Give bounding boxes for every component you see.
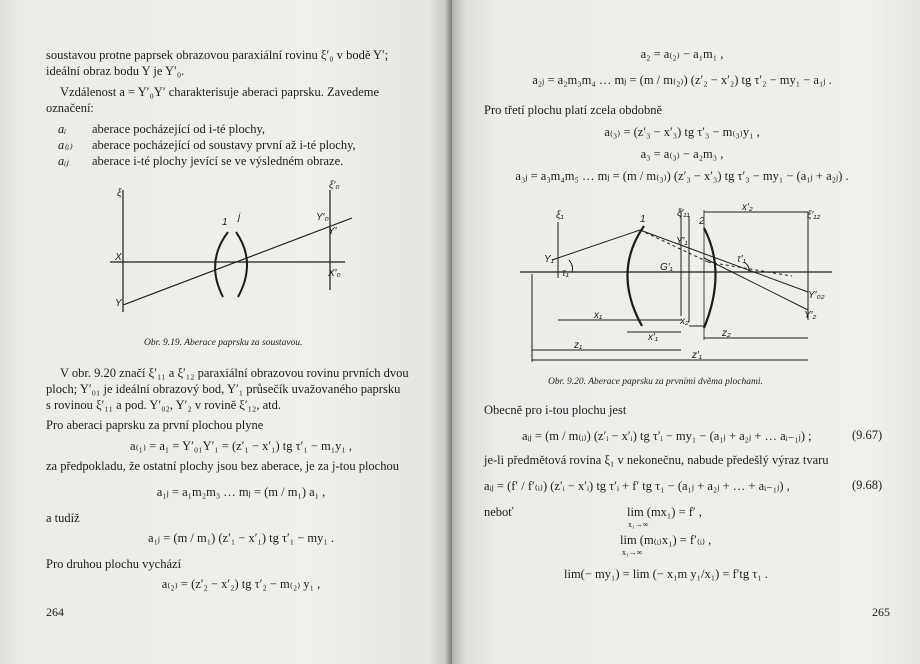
fig-label: G′₁ <box>660 262 673 273</box>
fig-label: j <box>238 212 241 223</box>
limit-subscript: x₁→∞ <box>628 520 649 529</box>
definition-symbol: aᵢ <box>58 122 67 136</box>
fig-label: x₁ <box>594 310 603 321</box>
text-line: je-li předmětová rovina ξ₁ v nekonečnu, nabude předešlý výraz tvaru <box>484 453 829 467</box>
page-number: 264 <box>46 605 64 619</box>
fig-label: Y′₀₂ <box>808 290 825 301</box>
text-line: ideální obraz bodu Y je Y′₀. <box>46 64 185 78</box>
ray-dashed <box>640 230 708 262</box>
fig-label: Y′₁ <box>676 236 688 247</box>
text-line: soustavou protne paprsek obrazovou paraxiální rovinu ξ′₀ v bodě Y′; <box>46 48 389 62</box>
surface-1 <box>627 226 644 326</box>
left-page <box>0 0 452 664</box>
text-line: a tudíž <box>46 511 80 525</box>
lens-surface-1 <box>215 232 228 297</box>
fig-label: Y₁ <box>544 254 554 265</box>
surface-2 <box>704 228 716 328</box>
limit-equation: lim(− my₁) = lim (− x₁m y₁/x₁) = f′tg τ₁ . <box>564 567 768 581</box>
fig-label: ξ′₀ <box>329 180 340 191</box>
fig-label: x₂ <box>680 316 689 327</box>
fig-label: ξ <box>117 188 122 199</box>
equation: a₍₂₎ = (z′₂ − x′₂) tg τ′₂ − m₍₂₎ y₁ , <box>161 577 321 591</box>
angle-arc-1 <box>569 260 573 272</box>
text-line: V obr. 9.20 značí ξ′₁₁ a ξ′₁₂ paraxiální obrazovou rovinu prvních dvou <box>60 366 409 380</box>
ray-mid <box>640 230 808 292</box>
text-line: označení: <box>46 101 94 115</box>
right-page <box>452 0 920 664</box>
fig-label: Y <box>115 298 122 309</box>
text-line: Pro třetí plochu platí zcela obdobně <box>484 103 663 117</box>
equation: a₍₃₎ = (z′₃ − x′₃) tg τ′₃ − m₍₃₎y₁ , <box>604 125 760 139</box>
ray-dashed-2 <box>708 262 792 276</box>
fig-label: ξ₁ <box>556 210 564 221</box>
text-line: Pro druhou plochu vychází <box>46 557 182 571</box>
fig-label: τ₁ <box>562 268 569 279</box>
equation: a₃ = a₍₃₎ − a₂m₃ , <box>640 147 724 161</box>
fig-label: x′₂ <box>742 202 753 213</box>
fig-label: ξ′₁₂ <box>807 210 821 221</box>
ray-out <box>704 258 808 310</box>
limit-equation: lim (m₍ᵢ₎x₁) = f′₍ᵢ₎ , <box>620 533 712 547</box>
fig-label: Y′ <box>328 226 337 237</box>
equation: a₃ⱼ = a₃m₄m₅ … mⱼ = (m / m₍₃₎) (z′₃ − x′₃) tg τ′₃ − my₁ − (a₁ⱼ + a₂ⱼ) . <box>515 169 849 183</box>
limit-equation: lim (mx₁) = f′ , <box>627 505 702 519</box>
equation-number: (9.68) <box>852 478 883 492</box>
fig-label: 1 <box>640 214 646 225</box>
equation: a₁ⱼ = (m / m₁) (z′₁ − x′₁) tg τ′₁ − my₁ . <box>148 531 334 545</box>
fig-label: z₁ <box>574 340 583 351</box>
fig-label: 2 <box>699 216 705 227</box>
figure-9-20 <box>452 0 920 664</box>
equation: aᵢⱼ = (f′ / f′₍ᵢ₎) (z′ᵢ − x′ᵢ) tg τ′ᵢ + f′ tg τ₁ − (a₁ⱼ + a₂ⱼ + … + aᵢ₋₁ⱼ) , <box>484 479 790 493</box>
equation: a₍₁₎ = a₁ = Y′₀₁Y′₁ = (z′₁ − x′₁) tg τ′₁ − m₁y₁ , <box>130 439 352 453</box>
definition-symbol: aᵢⱼ <box>58 154 69 168</box>
page-number: 265 <box>872 605 890 619</box>
equation: a₁ⱼ = a₁m₂m₃ … mⱼ = (m / m₁) a₁ , <box>156 485 326 499</box>
equation: aᵢⱼ = (m / m₍ᵢ₎) (z′ᵢ − x′ᵢ) tg τ′ᵢ − my₁ − (a₁ⱼ + a₂ⱼ + … aᵢ₋₁ⱼ) ; <box>522 429 812 443</box>
text-line: ploch; Y′₀₁ je ideální obrazový bod, Y′₁ průsečík uvažovaného paprsku <box>46 382 401 396</box>
fig-label: z₂ <box>722 328 731 339</box>
text-line: Pro aberaci paprsku za první plochou plyne <box>46 418 264 432</box>
equation: a₂ⱼ = a₂m₃m₄ … mⱼ = (m / m₍₂₎) (z′₂ − x′₂) tg τ′₂ − my₁ − a₁ⱼ . <box>532 73 832 87</box>
text-line: za předpokladu, že ostatní plochy jsou bez aberace, je za j-tou plochou <box>46 459 399 473</box>
fig-label: 1 <box>222 217 228 228</box>
definition-symbol: a₍ᵢ₎ <box>58 138 73 152</box>
fig-label: τ′₁ <box>737 254 746 265</box>
lens-surface-j <box>236 232 247 297</box>
figure-caption: Obr. 9.19. Aberace paprsku za soustavou. <box>144 338 303 348</box>
figure-caption: Obr. 9.20. Aberace paprsku za prvními dvěma plochami. <box>548 377 763 387</box>
fig-label: x′₁ <box>648 332 659 343</box>
ray-in <box>552 230 640 260</box>
fig-label: z′₁ <box>692 350 703 361</box>
definition-text: aberace pocházející od i-té plochy, <box>92 122 266 136</box>
definition-text: aberace pocházející od soustavy první až i-té plochy, <box>92 138 356 152</box>
equation-number: (9.67) <box>852 428 883 442</box>
fig-label: Y′₂ <box>804 310 817 321</box>
fig-label: X <box>115 252 122 263</box>
text-line: Obecně pro i-tou plochu jest <box>484 403 627 417</box>
fig-label: Y′₀ <box>316 212 329 223</box>
text-line: Vzdálenost a = Y′₀Y′ charakterisuje aberaci paprsku. Zavedeme <box>60 85 380 99</box>
text-line: s rovinou ξ′₁₁ a pod. Y′₀₂, Y′₂ v rovině ξ′₁₂, atd. <box>46 398 281 412</box>
equation: a₂ = a₍₂₎ − a₁m₁ , <box>640 47 724 61</box>
definition-text: aberace i-té plochy jevící se ve výsledném obraze. <box>92 154 344 168</box>
text-line: neboť <box>484 505 514 519</box>
fig-label: ξ′₁₁ <box>677 208 690 219</box>
limit-subscript: x₁→∞ <box>622 548 643 557</box>
fig-label: X′₀ <box>328 268 341 279</box>
